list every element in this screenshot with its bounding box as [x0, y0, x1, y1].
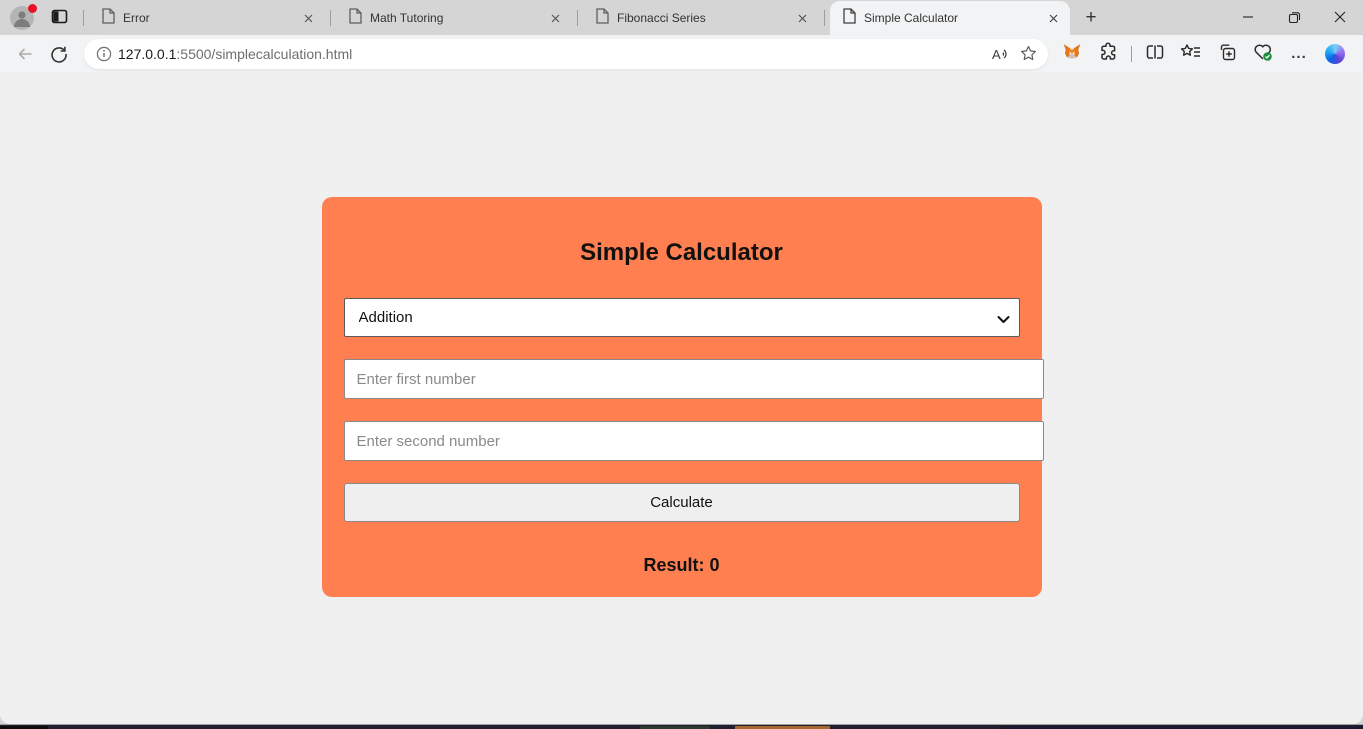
split-screen-button[interactable] [1139, 39, 1171, 69]
metamask-extension-button[interactable] [1056, 39, 1088, 69]
tab-bar [0, 0, 1363, 35]
tab-actions-menu-button[interactable] [46, 5, 72, 31]
divider [577, 10, 578, 26]
copilot-button[interactable] [1319, 39, 1351, 69]
url-host: 127.0.0.1 [118, 45, 177, 62]
second-number-input[interactable] [344, 421, 1044, 461]
favorite-star-button[interactable] [1014, 40, 1042, 68]
page-title: Simple Calculator [580, 239, 783, 266]
tab-actions-icon [50, 7, 69, 29]
tab-close-icon[interactable] [793, 9, 811, 27]
browser-toolbar [0, 35, 1363, 72]
tab-title: Error [123, 11, 150, 25]
restore-button[interactable] [1271, 0, 1317, 34]
url-text[interactable] [118, 46, 352, 62]
calculate-button[interactable]: Calculate [344, 483, 1020, 522]
tab-close-icon[interactable] [299, 9, 317, 27]
settings-more-button[interactable] [1283, 39, 1315, 69]
page-favicon-icon [348, 8, 362, 29]
page-favicon-icon [595, 8, 609, 29]
favorites-star-list-icon [1180, 43, 1202, 64]
browser-essentials-button[interactable] [1247, 39, 1279, 69]
taskbar-sliver [0, 724, 1363, 729]
profile-avatar[interactable] [10, 6, 34, 30]
close-window-button[interactable] [1317, 0, 1363, 34]
copilot-icon [1325, 44, 1345, 64]
url-path: :5500/simplecalculation.html [176, 45, 353, 62]
tab-close-icon[interactable] [546, 9, 564, 27]
page-favicon-icon [101, 8, 115, 29]
window-controls [1225, 0, 1363, 35]
tab-simple-calculator-active[interactable] [830, 1, 1070, 35]
notification-dot-icon [28, 4, 37, 13]
collections-icon [1217, 42, 1237, 65]
tab-fibonacci-series[interactable] [583, 1, 819, 35]
tab-title: Simple Calculator [864, 11, 959, 25]
tab-title: Fibonacci Series [617, 11, 706, 25]
tab-close-icon[interactable] [1044, 9, 1062, 27]
extensions-puzzle-icon [1098, 42, 1118, 65]
address-bar[interactable] [84, 39, 1048, 69]
read-aloud-button[interactable] [986, 40, 1014, 68]
tab-strip [89, 1, 1070, 35]
metamask-fox-icon [1062, 43, 1082, 65]
divider [83, 10, 84, 26]
divider [1131, 46, 1132, 62]
browser-essentials-icon [1252, 42, 1274, 65]
tab-title: Math Tutoring [370, 11, 444, 25]
favorites-button[interactable] [1175, 39, 1207, 69]
back-button[interactable] [10, 39, 40, 69]
tab-error[interactable] [89, 1, 325, 35]
result-text: Result: 0 [643, 555, 720, 575]
split-screen-icon [1145, 43, 1165, 64]
site-info-icon[interactable] [90, 40, 118, 68]
divider [824, 10, 825, 26]
refresh-button[interactable] [44, 39, 74, 69]
webpage-viewport [0, 72, 1363, 724]
new-tab-button[interactable]: + [1078, 5, 1104, 31]
ellipsis-icon: ... [1291, 45, 1307, 62]
operation-select[interactable] [344, 298, 1020, 337]
minimize-button[interactable] [1225, 0, 1271, 34]
operation-select-wrap [344, 298, 1020, 337]
tab-math-tutoring[interactable] [336, 1, 572, 35]
collections-button[interactable] [1211, 39, 1243, 69]
calculator-card [322, 197, 1042, 597]
svg-text:A: A [991, 46, 1001, 62]
divider [330, 10, 331, 26]
extensions-button[interactable] [1092, 39, 1124, 69]
first-number-input[interactable] [344, 359, 1044, 399]
page-favicon-icon [842, 8, 856, 29]
